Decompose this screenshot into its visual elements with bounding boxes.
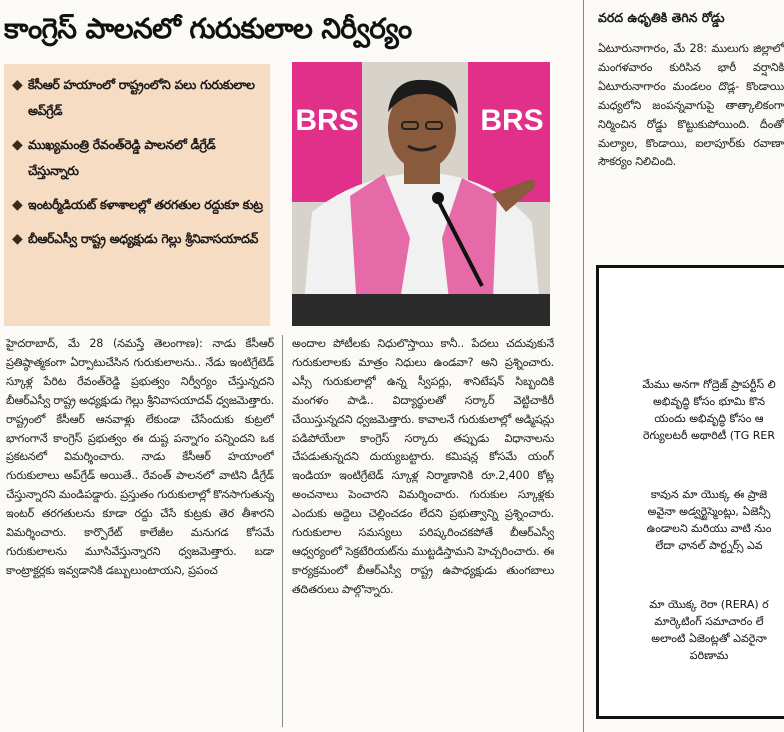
microphone xyxy=(432,192,444,204)
ad-line: అవైనా అడ్వర్టైస్మెంట్లు, ఏజెన్సీ xyxy=(647,505,771,518)
column-divider xyxy=(282,335,283,727)
article-column-middle xyxy=(292,335,554,727)
article-text: ఏటూరునాగారం, మే 28: ములుగు జిల్లాలో మంగళవారం కురిసిన భారీ వర్షానికి ఏటూరునాగారం మండలం దొడ్ల- కొండాయి మధ్యలోని జంపన్నవాగుపై తాత్కాలికంగా నిర్మించిన రోడ్డు కొట్టుకుపోయింది. దీంతో మల్యాల, కొండాయి, ఐలాపూర్‌కు రవాణా సౌకర్యం నిలిచింది. xyxy=(598,42,784,169)
highlight-item xyxy=(12,192,266,218)
article-text: హైదరాబాద్, మే 28 (నమస్తే తెలంగాణ): నాడు కేసీఆర్ ప్రతిష్ఠాత్మకంగా ఏర్పాటుచేసిన గురుకులాలను.. నేడు ఇంటిగ్రేటెడ్ స్కూళ్ల పేరిట రేవంత్‌రెడ్డి ప్రభుత్వం నిర్వీర్యం చేస్తున్నదని బీఆర్ఎస్వీ రాష్ట్ర అధ్యక్షుడు గెల్లు శ్రీనివాసయాదవ్ ధ్వజమెత్తారు. రాష్ట్రంలో కేసీఆర్ ఆనవాళ్లు లేకుండా చేసేందుకు కుట్రలో భాగంగానే కాంగ్రెస్ ప్రభుత్వం ఈ దుష్ట పన్నాగం పన్నిందని ఒక ప్రకటనలో విమర్శించారు. నాడు కేసీఆర్ హయాంలో గురుకులాలు అప్‌గ్రేడ్ అయితే.. రేవంత్ పాలనలో వాటిని డీగ్రేడ్ చేస్తున్నారని మండిపడ్డారు. ప్రస్తుతం గురుకులాల్లో కొనసాగుతున్న ఇంటర్ తరగతులను కూడా రద్దు చేసే కుట్రకు తెర తీశారని విమర్శించారు. కార్పొరేట్ కాలేజీల మనుగడ కోసమే గురుకులాలను మూసివేస్తున్నారని ధ్వజమెత్తారు. బడా కాంట్రాక్టర్లకు ఇవ్వడానికి డబ్బులుంటాయని, ప్రపంచ xyxy=(6,337,274,577)
ad-line: రెగ్యులటరీ అథారిటీ (TG RER xyxy=(643,429,775,442)
side-story-body xyxy=(598,40,784,250)
headline: కాంగ్రెస్ పాలనలో గురుకులాల నిర్వీర్యం xyxy=(4,12,412,45)
ad-line: కావున మా యొక్క ఈ ప్రాజె xyxy=(650,488,768,501)
banner-text-left: BRS xyxy=(295,104,359,137)
ad-line: అభివృద్ధి కోసం భూమి కొన xyxy=(653,395,765,408)
ad-line: అలాంటి ఏజెంట్లతో ఎవరైనా xyxy=(651,632,767,645)
ad-line: పరిణామ xyxy=(689,649,729,662)
ad-line: లేదా ఛానల్ పార్ట్నర్స్ ఎవ xyxy=(655,539,763,552)
highlight-text: కేసీఆర్ హయాంలో రాష్ట్రంలోని పలు గురుకులాల అప్‌గ్రేడ్ xyxy=(28,77,255,118)
highlight-text: బీఆర్ఎస్వీ రాష్ట్ర అధ్యక్షుడు గెల్లు శ్రీనివాసయాదవ్ xyxy=(28,231,259,246)
ad-line: మా యొక్క రెరా (RERA) ర xyxy=(649,598,769,611)
highlight-text: ముఖ్యమంత్రి రేవంత్‌రెడ్డి పాలనలో డీగ్రేడ్ చేస్తున్నారు xyxy=(28,137,216,178)
section-divider xyxy=(583,0,584,732)
ad-line: ఉండాలని మరియు వాటి నుం xyxy=(646,522,772,535)
highlight-item xyxy=(12,72,266,124)
article-text: అందాల పోటీలకు నిధులొస్తాయి కానీ.. పేదలు చదువుకునే గురుకులాలకు మాత్రం నిధులు ఉండవా? అని ప్రశ్నించారు. ఎస్సీ గురుకులాల్లో ఉన్న స్వీపర్లు, శానిటేషన్ సిబ్బందికి మంగళం పాడి.. విద్యార్థులతో సర్కార్ వెట్టిచాకిరీ చేయిస్తున్నదని ధ్వజమెత్తారు. కావాలనే గురుకులాల్లో అడ్మిషన్లు పడిపోయేలా కాంగ్రెస్ సర్కారు తప్పుడు విధానాలను చేపడుతున్నదని దుయ్యబట్టారు. కమిషన్ల కోసమే యంగ్ ఇండియా ఇంటిగ్రేటెడ్ స్కూళ్ల నిర్మాణానికి రూ.2,400 కోట్ల అంచనాలు పెంచారని విమర్శించారు. గురుకుల స్కూళ్లకు ఎందుకు అద్దెలు చెల్లించడం లేదని ప్రభుత్వాన్ని ప్రశ్నించారు. గురుకులాల సమస్యలు పరిష్కరించకపోతే బీఆర్ఎస్వీ ఆధ్వర్యంలో సెక్రటేరియట్‌ను ముట్టడిస్తామని హెచ్చరించారు. ఈ కార్యక్రమంలో బీఆర్ఎస్వీ రాష్ట్ర ఉపాధ్యక్షుడు తుంగబాలు తదితరులు పాల్గొన్నారు. xyxy=(292,337,554,596)
ad-line: మార్కెటింగ్ సమాచారం లే xyxy=(654,615,764,628)
article-column-left xyxy=(6,335,274,727)
ad-paragraph xyxy=(609,376,784,444)
banner-text-right: BRS xyxy=(480,104,544,137)
advertisement-box xyxy=(596,265,784,719)
highlight-item xyxy=(12,226,266,252)
ad-paragraph xyxy=(609,596,784,664)
ad-line: మేము అనగా గోద్రెజ్ ప్రాపర్టీస్ లి xyxy=(642,378,776,391)
highlights-box xyxy=(4,64,270,326)
table xyxy=(292,294,550,326)
bullet-icon: ◆ xyxy=(12,197,23,213)
highlight-text: ఇంటర్మీడియట్ కళాశాలల్లో తరగతుల రద్దుకూ కుట్ర xyxy=(28,197,263,212)
bullet-icon: ◆ xyxy=(12,77,23,93)
speaker-photo xyxy=(292,62,550,326)
press-conference-illustration xyxy=(292,62,550,326)
ad-paragraph xyxy=(609,486,784,554)
bullet-icon: ◆ xyxy=(12,137,23,153)
bullet-icon: ◆ xyxy=(12,231,23,247)
ad-line: యందు అభివృద్ధి కోసం ఆ xyxy=(654,412,764,425)
side-story-title: వరద ఉధృతికి తెగిన రోడ్డు xyxy=(598,10,725,25)
highlight-item xyxy=(12,132,266,184)
